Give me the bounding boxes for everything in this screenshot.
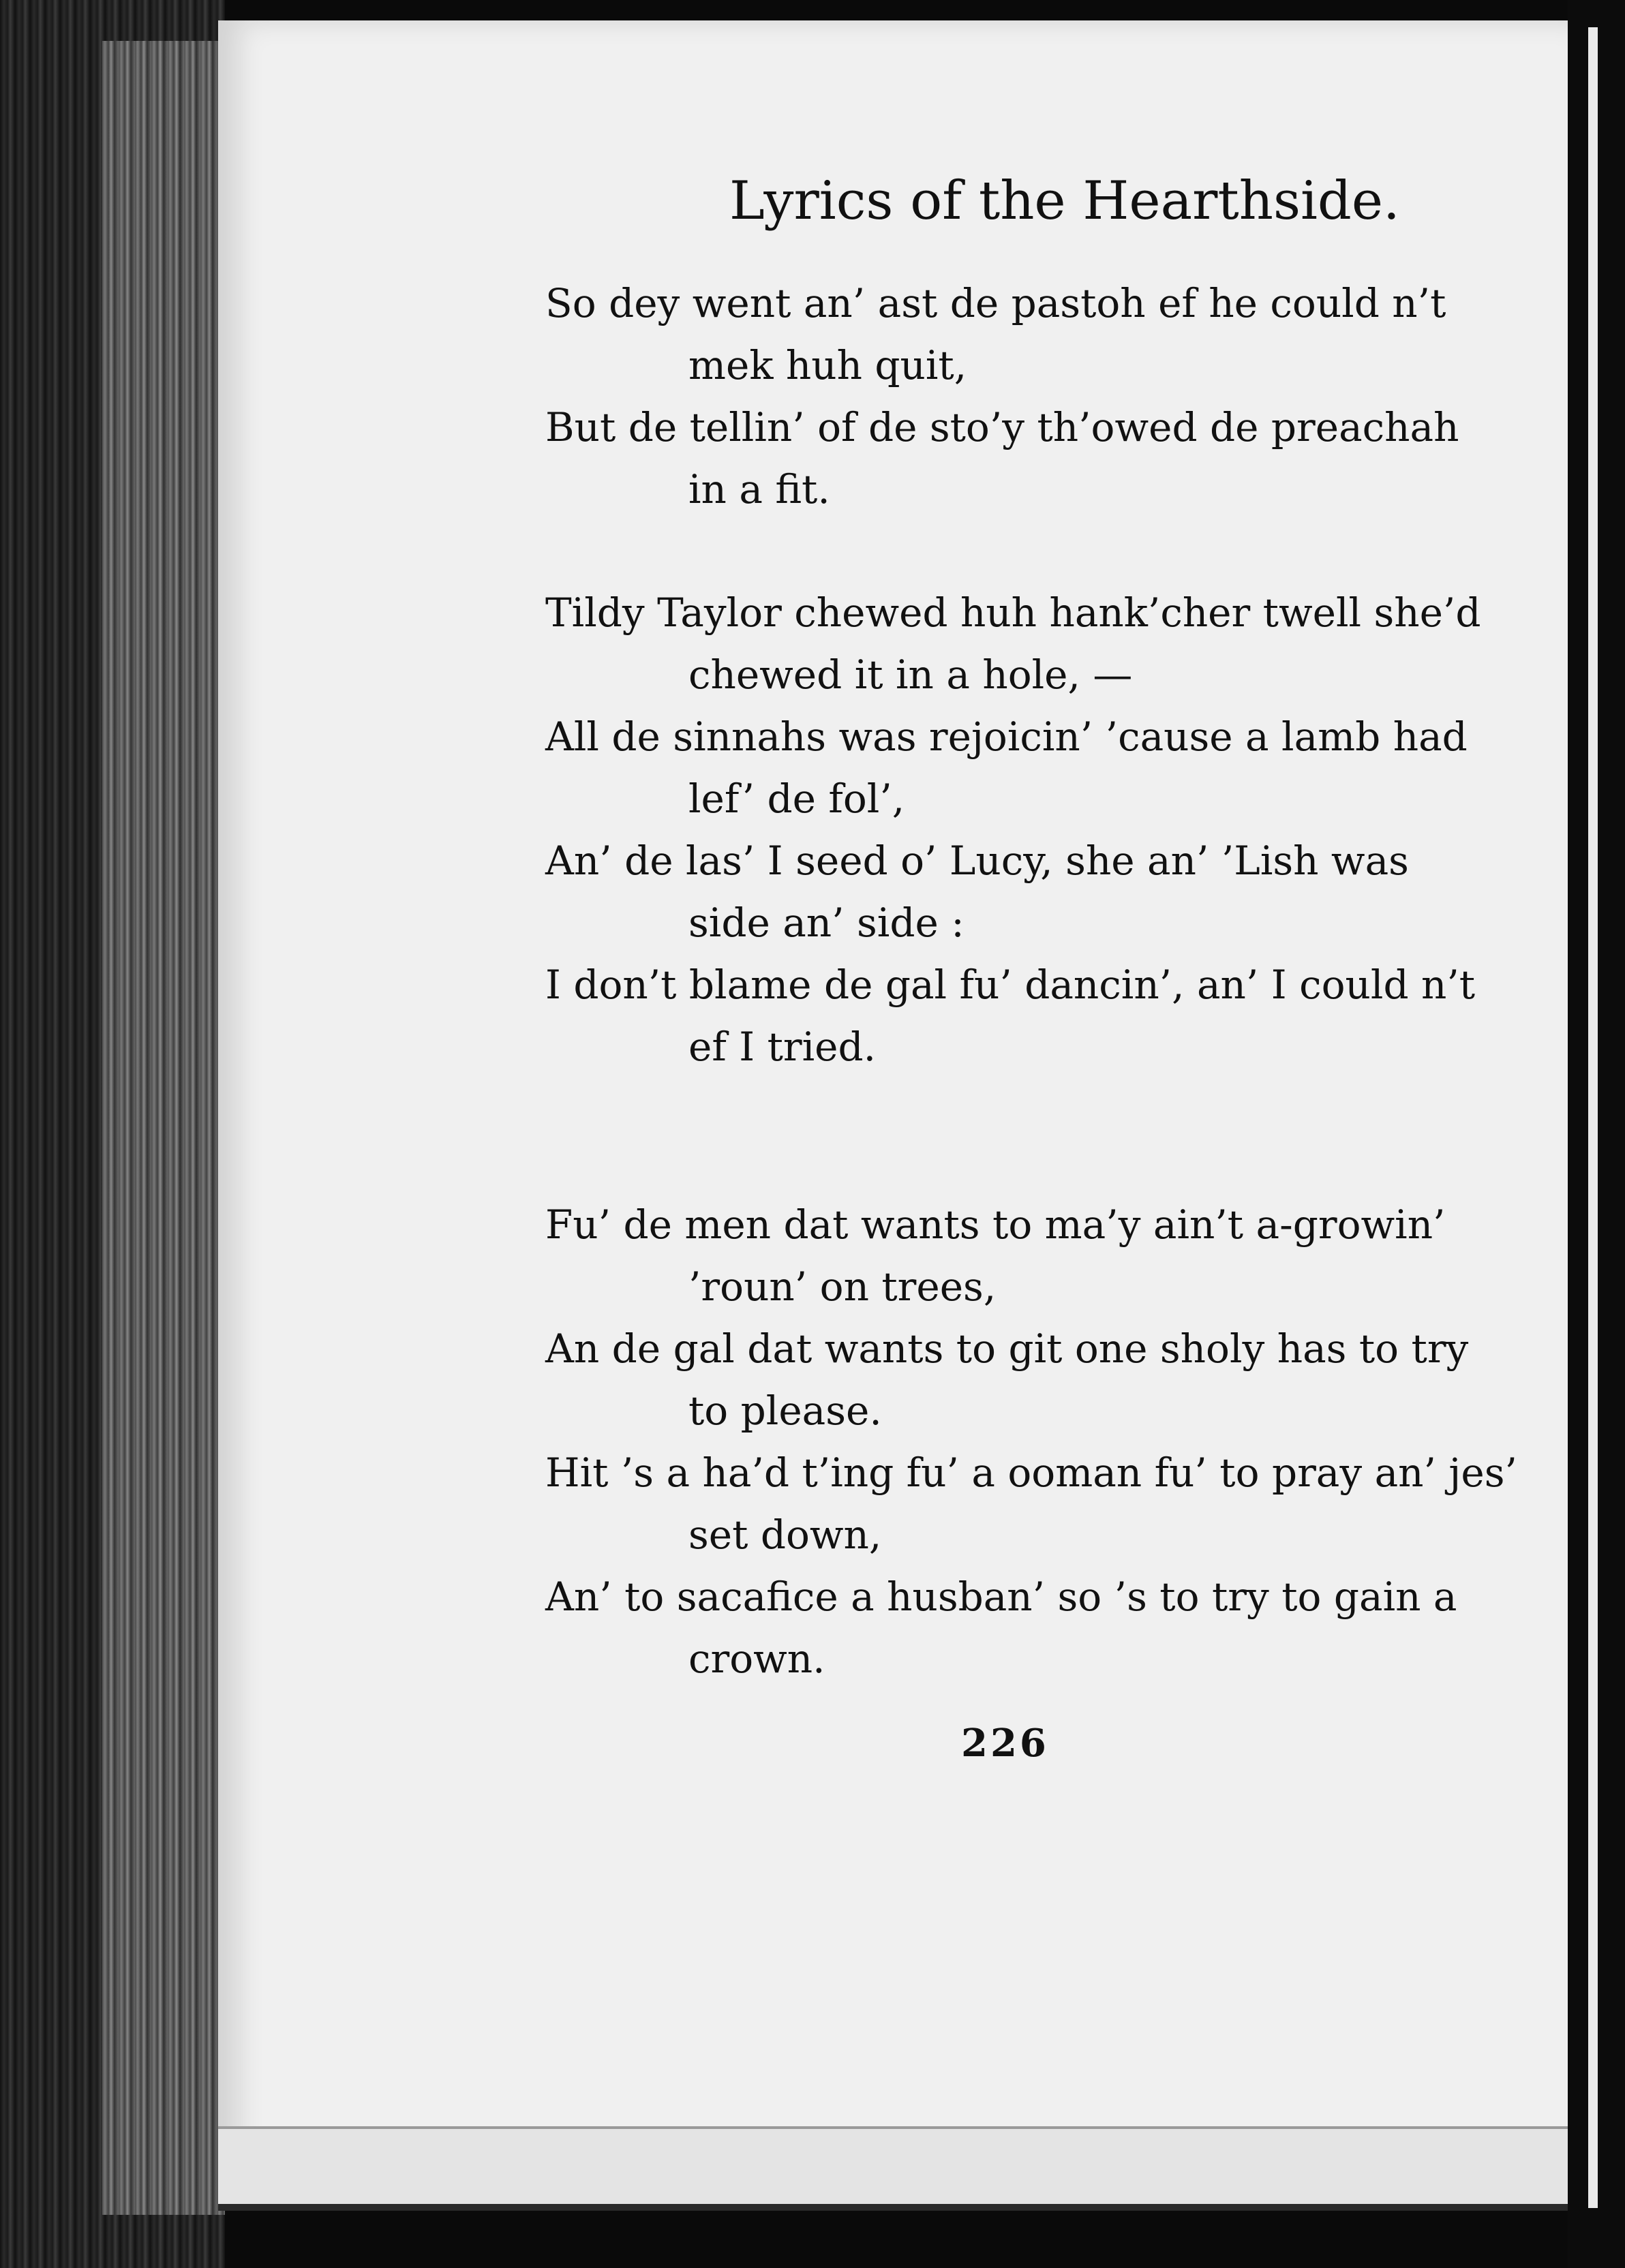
- poem-line-continuation: to please.: [688, 1388, 882, 1434]
- stanza: [545, 582, 1486, 1078]
- running-title: Lyrics of the Hearthside.: [729, 170, 1400, 232]
- poem-line: An de gal dat wants to git one sholy has to try: [545, 1325, 1469, 1372]
- poem-line: Fu’ de men dat wants to ma’y ain’t a-growin’: [545, 1201, 1446, 1248]
- poem-line-continuation: set down,: [688, 1512, 882, 1558]
- poem-text: [545, 273, 1517, 1751]
- poem-line: I don’t blame de gal fu’ dancin’, an’ I could n’t: [545, 962, 1476, 1008]
- worn-page-edges: [102, 41, 225, 2215]
- poem-line: An’ de las’ I seed o’ Lucy, she an’ ’Lish was: [545, 838, 1409, 884]
- stanza: [545, 1194, 1517, 1690]
- poem-line: So dey went an’ ast de pastoh ef he could n’t: [545, 280, 1446, 326]
- poem-line-continuation: mek huh quit,: [688, 342, 967, 388]
- poem-line: All de sinnahs was rejoicin’ ’cause a lamb had: [545, 714, 1468, 760]
- poem-line-continuation: crown.: [688, 1636, 825, 1682]
- poem-line: Tildy Taylor chewed huh hank’cher twell she’d: [545, 589, 1481, 636]
- poem-line: An’ to sacafice a husban’ so ’s to try to gain a: [545, 1574, 1457, 1620]
- poem-line: But de tellin’ of de sto’y th’owed de preachah: [545, 404, 1459, 450]
- poem-line-continuation: chewed it in a hole, —: [688, 652, 1133, 698]
- poem-line-continuation: in a fit.: [688, 466, 830, 512]
- poem-line-continuation: ef I tried.: [688, 1024, 877, 1070]
- stanza: [545, 273, 1486, 521]
- poem-line: Hit ’s a ha’d t’ing fu’ a ooman fu’ to pray an’ jes’: [545, 1450, 1517, 1496]
- page-bottom-edge: [218, 2126, 1568, 2211]
- next-page-edge: [1588, 27, 1598, 2208]
- poem-line-continuation: lef’ de fol’,: [688, 776, 905, 822]
- poem-line-continuation: side an’ side :: [688, 900, 965, 946]
- page-number: 226: [961, 1721, 1049, 1766]
- poem-line-continuation: ’roun’ on trees,: [688, 1263, 997, 1310]
